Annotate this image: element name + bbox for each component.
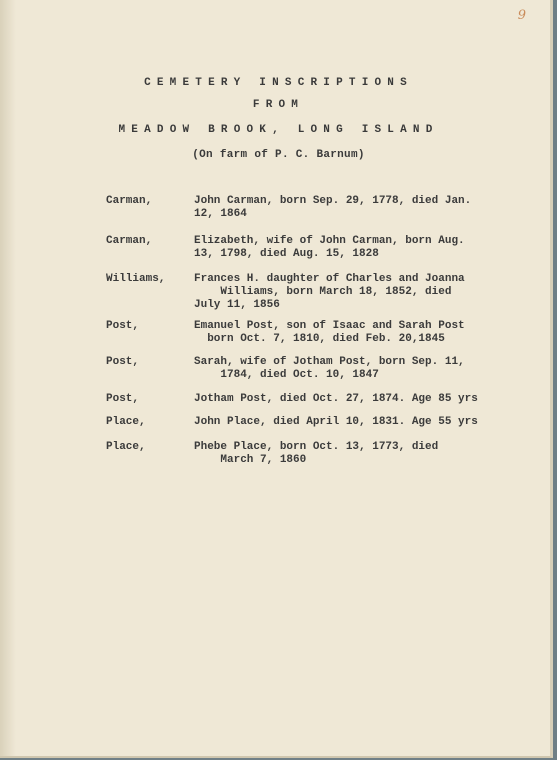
surname: Carman, <box>106 195 153 207</box>
binding-shadow <box>0 0 16 756</box>
inscription-text: John Place, died April 10, 1831. Age 55 yrs <box>194 416 478 428</box>
title-line-1: CEMETERY INSCRIPTIONS <box>144 77 413 89</box>
inscription-text: Emanuel Post, son of Isaac and Sarah Post born Oct. 7, 1810, died Feb. 20,1845 <box>194 320 465 345</box>
inscription-text: Elizabeth, wife of John Carman, born Aug. 13, 1798, died Aug. 15, 1828 <box>194 235 465 260</box>
inscription-text: John Carman, born Sep. 29, 1778, died Jan. 12, 1864 <box>194 195 472 220</box>
surname: Post, <box>106 393 140 405</box>
inscription-text: Jotham Post, died Oct. 27, 1874. Age 85 yrs <box>194 393 478 405</box>
title-line-3: MEADOW BROOK, LONG ISLAND <box>118 124 439 136</box>
surname: Post, <box>106 320 140 332</box>
surname: Carman, <box>106 235 153 247</box>
page-number: 9 <box>517 8 526 23</box>
title-line-2: FROM <box>252 99 305 111</box>
surname: Williams, <box>106 273 166 285</box>
inscription-text: Phebe Place, born Oct. 13, 1773, died March 7, 1860 <box>194 441 439 466</box>
surname: Post, <box>106 356 140 368</box>
subtitle: (On farm of P. C. Barnum) <box>192 149 365 161</box>
surname: Place, <box>106 416 146 428</box>
inscription-text: Sarah, wife of Jotham Post, born Sep. 11, 1784, died Oct. 10, 1847 <box>194 356 465 381</box>
surname: Place, <box>106 441 146 453</box>
inscription-text: Frances H. daughter of Charles and Joanna Williams, born March 18, 1852, died July 11, 1856 <box>194 273 465 311</box>
